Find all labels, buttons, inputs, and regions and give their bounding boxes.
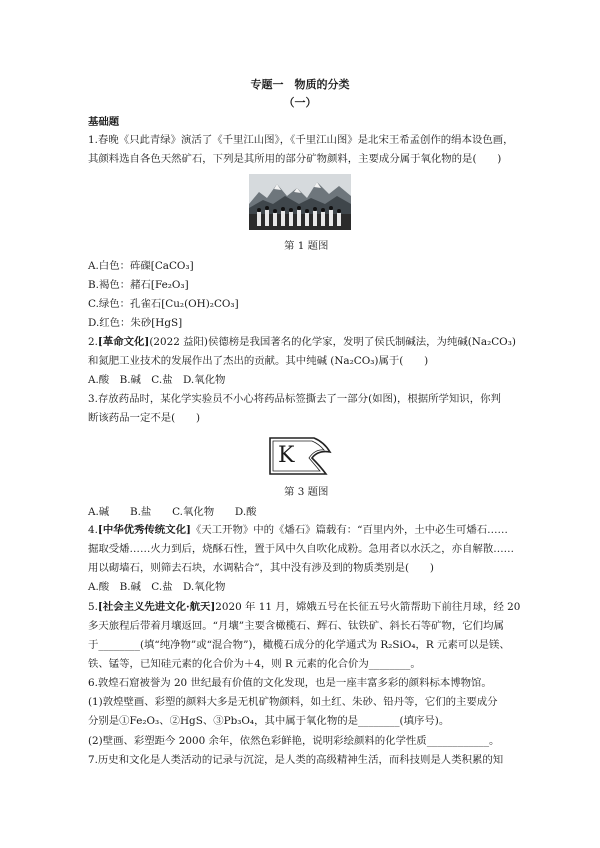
q1-option-b: B.褐色：赭石[Fe₂O₃] xyxy=(88,279,189,291)
q6-line4: (2)壁画、彩塑距今 2000 余年，依然色彩鲜艳，说明彩绘颜料的化学性质____________。 xyxy=(88,735,500,747)
q5-line4: 铁、锰等，已知硅元素的化合价为＋4，则 R 元素的化合价为________。 xyxy=(88,658,421,670)
q1-option-a: A.白色：砗磲[CaCO₃] xyxy=(88,260,194,272)
page-subtitle: （一） xyxy=(283,96,317,109)
label-letter: K xyxy=(278,443,295,468)
q1-line1: 1.春晚《只此青绿》演活了《千里江山图》，《千里江山图》是北宋王希孟创作的绢本设色画， xyxy=(88,134,514,146)
q1-figure-caption: 第 1 题图 xyxy=(284,240,329,252)
q3-figure-caption: 第 3 题图 xyxy=(284,486,329,498)
q5-number: 5. xyxy=(88,601,98,613)
q4-text1: 《天工开物》中的《燔石》篇载有：“百里内外，土中必生可燔石…… xyxy=(190,524,508,536)
q6-line3: 分别是①Fe₂O₃、②HgS、③Pb₃O₄，其中属于氧化物的是________(填序号)。 xyxy=(88,715,450,727)
page-title: 专题一 物质的分类 xyxy=(250,78,350,91)
q2-options: A.酸 B.碱 C.盐 D.氧化物 xyxy=(88,374,226,386)
q4-line2: 掘取受燔……火力到后，烧酥石性，置于风中久自吹化成粉。急用者以水沃之，亦自解散…… xyxy=(88,543,515,555)
q5-tag: [社会主义先进文化·航天] xyxy=(97,601,216,613)
q3-options: A.碱 B.盐 C.氧化物 D.酸 xyxy=(88,506,257,518)
q1-option-c: C.绿色：孔雀石[Cu₂(OH)₂CO₃] xyxy=(88,298,239,310)
q4-number: 4. xyxy=(88,524,98,536)
torn-label-figure xyxy=(268,436,332,476)
q7-line1: 7.历史和文化是人类活动的记录与沉淀，是人类的高级精神生活，而科技则是人类积累的知 xyxy=(88,754,504,766)
q2-line1 xyxy=(88,336,516,349)
q1-option-d: D.红色：朱砂[HgS] xyxy=(88,317,183,329)
q2-line2: 和氮肥工业技术的发展作出了杰出的贡献。其中纯碱 (Na₂CO₃)属于( ) xyxy=(88,355,429,367)
q3-line1: 3.存放药品时，某化学实验员不小心将药品标签撕去了一部分(如图)，根据所学知识，你判 xyxy=(88,393,501,405)
section-heading: 基础题 xyxy=(88,116,120,128)
q4-line1 xyxy=(88,524,508,537)
q4-options: A.酸 B.碱 C.盐 D.氧化物 xyxy=(88,581,226,593)
q4-tag: [中华优秀传统文化] xyxy=(97,524,191,536)
q5-text1: 2020 年 11 月，嫦娥五号在长征五号火箭帮助下前往月球，经 20 xyxy=(215,601,521,613)
q1-line2: 其颜料选自各色天然矿石，下列是其所用的部分矿物颜料，主要成分属于氧化物的是( ) xyxy=(88,153,502,165)
q5-line2: 多天旅程后带着月壤返回。“月壤”主要含橄榄石、辉石、钛铁矿、斜长石等矿物，它们均属 xyxy=(88,620,504,632)
mountain-painting-illustration xyxy=(249,174,351,230)
q2-number: 2. xyxy=(88,336,98,348)
q2-tag: [革命文化] xyxy=(97,336,150,348)
q6-line2: (1)敦煌壁画、彩塑的颜料大多是无机矿物颜料，如土红、朱砂、铅丹等，它们的主要成分 xyxy=(88,696,498,708)
painting-figure xyxy=(249,174,351,230)
q3-line2: 断该药品一定不是( ) xyxy=(88,412,201,424)
q5-line1 xyxy=(88,601,520,614)
q2-text1: (2022 益阳)侯德榜是我国著名的化学家，发明了侯氏制碱法，为纯碱(Na₂CO₃) xyxy=(149,336,516,348)
q6-line1: 6.敦煌石窟被誉为 20 世纪最有价值的文化发现，也是一座丰富多彩的颜料标本博物馆。 xyxy=(88,677,492,689)
q5-line3: 于________(填“纯净物”或“混合物”)，橄榄石成分的化学通式为 R₂SiO₄，R 元素可以是镁、 xyxy=(88,639,510,651)
q4-line3: 用以砌墙石，则筛去石块，水调粘合”，其中没有涉及到的物质类别是( ) xyxy=(88,562,434,574)
